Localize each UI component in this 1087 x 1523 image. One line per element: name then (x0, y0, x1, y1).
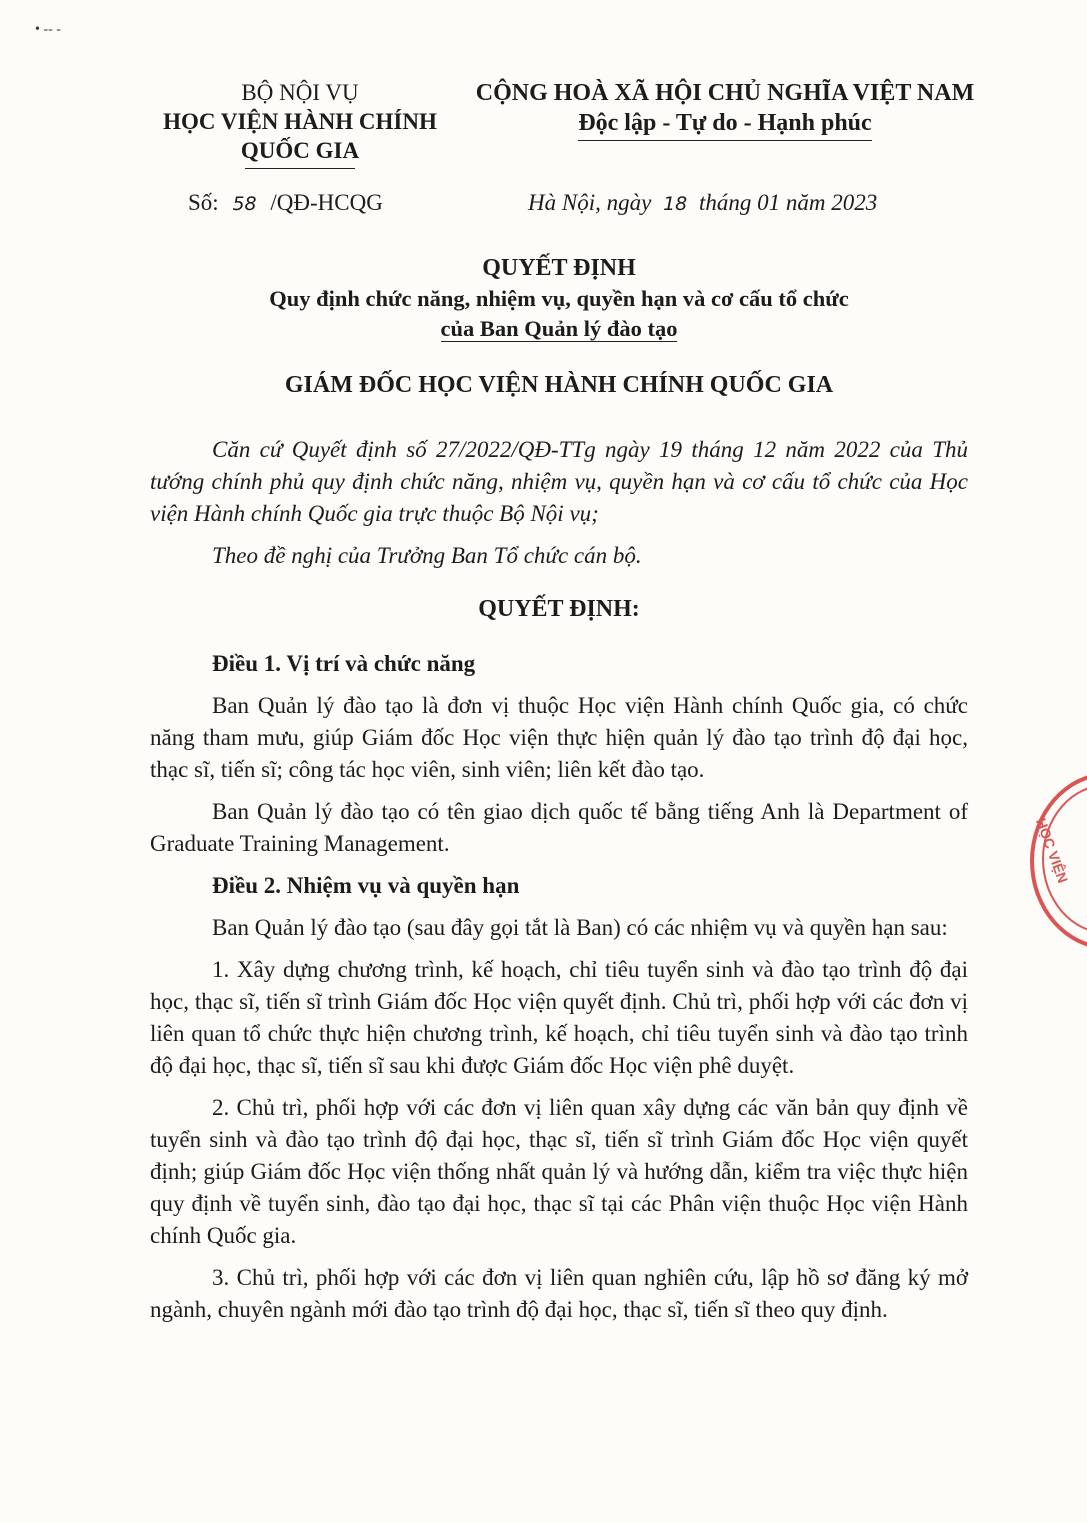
scan-mark: • ‐‐ ‐ (35, 22, 61, 37)
article-2-intro: Ban Quản lý đào tạo (sau đây gọi tắt là Ban) có các nhiệm vụ và quyền hạn sau: (212, 915, 948, 940)
article-1-heading: Điều 1. Vị trí và chức năng (212, 651, 476, 676)
article-2-heading: Điều 2. Nhiệm vụ và quyền hạn (212, 873, 520, 898)
article-1-paragraph-2: Ban Quản lý đào tạo có tên giao dịch quốc tế bằng tiếng Anh là Department of Graduate Training Management. (150, 799, 968, 856)
preamble-proposal: Theo đề nghị của Trưởng Ban Tổ chức cán bộ. (212, 543, 642, 568)
academy-name-line2: QUỐC GIA (240, 138, 360, 163)
title-sub-line2: của Ban Quản lý đào tạo (440, 316, 678, 341)
red-seal-stamp (1030, 772, 1087, 950)
date-suffix: tháng 01 năm 2023 (699, 190, 878, 215)
article-2-item-3: 3. Chủ trì, phối hợp với các đơn vị liên quan nghiên cứu, lập hồ sơ đăng ký mở ngành, chuyên ngành mới đào tạo trình độ đại học, thạc sĩ, tiến sĩ theo quy định. (150, 1265, 968, 1322)
national-motto: Độc lập - Tự do - Hạnh phúc (578, 108, 871, 141)
number-suffix: /QĐ-HCQG (270, 190, 383, 215)
handwritten-number: 58 (232, 193, 257, 215)
document-date (528, 190, 877, 216)
national-header (470, 78, 980, 141)
country-name: CỘNG HOÀ XÃ HỘI CHỦ NGHĨA VIỆT NAM (475, 80, 975, 106)
decision-title (150, 252, 968, 344)
handwritten-day: 18 (663, 193, 688, 215)
issuer-header (140, 78, 460, 169)
decide-heading: QUYẾT ĐỊNH: (478, 596, 640, 622)
director-heading: GIÁM ĐỐC HỌC VIỆN HÀNH CHÍNH QUỐC GIA (284, 372, 834, 398)
number-label: Số: (188, 190, 219, 215)
issuer-underline (245, 168, 355, 169)
ministry-name: BỘ NỘI VỤ (241, 80, 359, 105)
article-2 (150, 870, 968, 1326)
document-number (188, 190, 383, 216)
date-prefix: Hà Nội, ngày (528, 190, 652, 215)
title-sub-line1: Quy định chức năng, nhiệm vụ, quyền hạn và cơ cấu tổ chức (269, 286, 849, 311)
article-2-item-1: 1. Xây dựng chương trình, kế hoạch, chỉ tiêu tuyển sinh và đào tạo trình độ đại học, thạc sĩ, tiến sĩ trình Giám đốc Học viện quyết định. Chủ trì, phối hợp với các đơn vị liên quan tổ chức thực hiện chương trình, kế hoạch, chỉ tiêu tuyển sinh và đào tạo trình độ đại học, thạc sĩ, tiến sĩ sau khi được Giám đốc Học viện phê duyệt. (150, 957, 968, 1078)
stamp-text: HỌC VIỆN (1032, 816, 1072, 886)
preamble-basis: Căn cứ Quyết định số 27/2022/QĐ-TTg ngày 19 tháng 12 năm 2022 của Thủ tướng chính phủ quy định chức năng, nhiệm vụ, quyền hạn và cơ cấu tổ chức của Học viện Hành chính Quốc gia trực thuộc Bộ Nội vụ; (150, 437, 968, 526)
article-1-paragraph-1: Ban Quản lý đào tạo là đơn vị thuộc Học viện Hành chính Quốc gia, có chức năng tham mưu, giúp Giám đốc Học viện thực hiện quản lý đào tạo trình độ đại học, thạc sĩ, tiến sĩ; công tác học viên, sinh viên; liên kết đào tạo. (150, 693, 968, 782)
preamble (150, 434, 968, 572)
title-main: QUYẾT ĐỊNH (482, 255, 636, 281)
article-1 (150, 648, 968, 860)
article-2-item-2: 2. Chủ trì, phối hợp với các đơn vị liên quan xây dựng các văn bản quy định về tuyển sinh và đào tạo trình độ đại học, thạc sĩ, tiến sĩ trình Giám đốc Học viện quyết định; giúp Giám đốc Học viện thống nhất quản lý và hướng dẫn, kiểm tra việc thực hiện quy định về tuyển sinh, đào tạo đại học, thạc sĩ tại các Phân viện thuộc Học viện Hành chính Quốc gia. (150, 1095, 968, 1248)
academy-name-line1: HỌC VIỆN HÀNH CHÍNH (163, 109, 437, 134)
